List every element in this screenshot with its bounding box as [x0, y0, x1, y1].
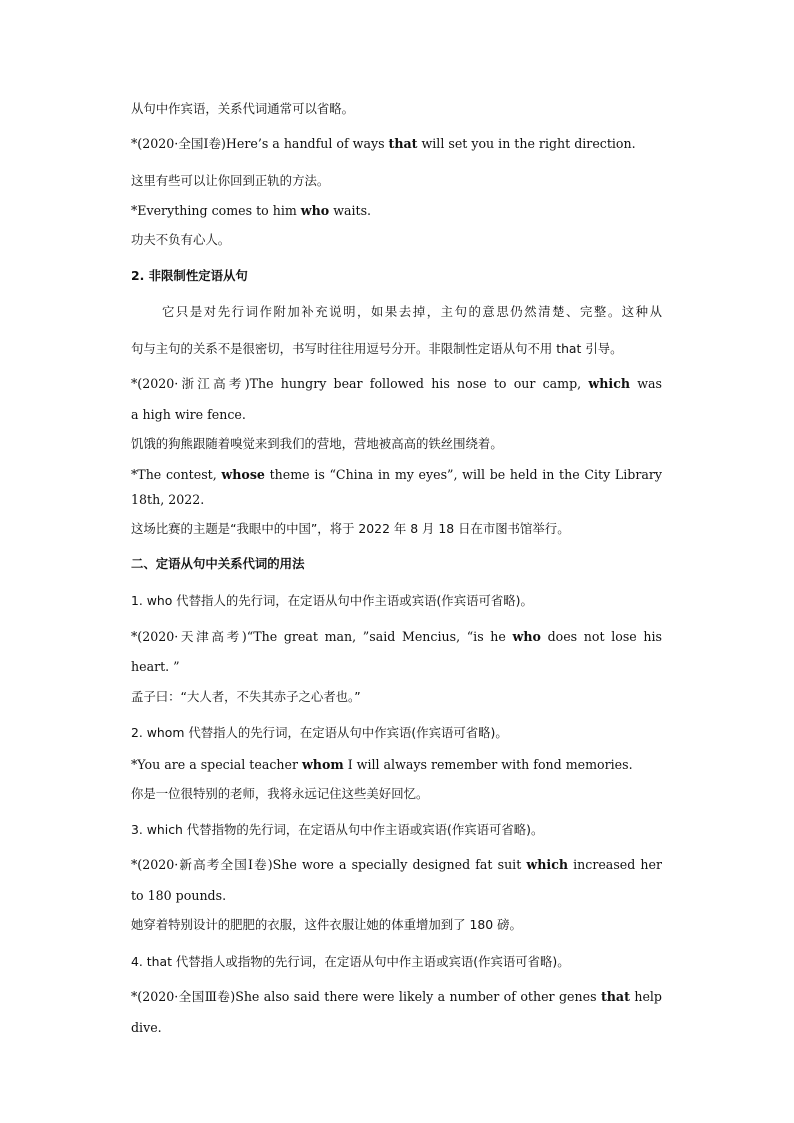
text-line: 从句中作宾语，关系代词通常可以省略。	[131, 101, 355, 116]
example-text: *(2020·全国Ⅰ卷)Here’s a handful of ways	[131, 136, 389, 151]
translation-line: 这场比赛的主题是“我眼中的中国”，将于 2022 年 8 月 18 日在市图书馆举行。	[131, 521, 570, 536]
example-text: *The contest,	[131, 467, 222, 482]
example-text: *(2020·浙江高考)The hungry bear followed his nose to our camp,	[131, 376, 589, 391]
example-continuation: a high wire fence.	[131, 407, 246, 422]
example-text: does not lose his	[547, 629, 662, 644]
paragraph-line: 它只是对先行词作附加补充说明，如果去掉，主句的意思仍然清楚、完整。这种从	[162, 304, 662, 319]
example-continuation: to 180 pounds.	[131, 888, 227, 903]
relative-pronoun: whom	[301, 757, 344, 772]
example-text: I will always remember with fond memories.	[343, 757, 633, 772]
example-sentence	[131, 136, 662, 152]
example-sentence	[131, 376, 662, 392]
example-sentence	[131, 857, 662, 873]
example-text: waits.	[329, 203, 372, 218]
example-sentence	[131, 757, 662, 773]
example-text: *(2020·天津高考)“The great man, ”said Mencius, “is he	[131, 629, 513, 644]
example-continuation: dive.	[131, 1020, 162, 1035]
relative-pronoun: which	[526, 857, 569, 872]
example-continuation: heart. ”	[131, 659, 180, 674]
translation-line: 她穿着特别设计的肥肥的衣服，这件衣服让她的体重增加到了 180 磅。	[131, 917, 522, 932]
translation-line: 孟子曰：“大人者，不失其赤子之心者也。”	[131, 689, 361, 704]
example-text: theme is “China in my eyes”, will be held in the City Library	[269, 467, 662, 482]
example-text: *(2020·全国Ⅲ卷)She also said there were likely a number of other genes	[131, 989, 601, 1004]
example-sentence	[131, 989, 662, 1005]
relative-pronoun: who	[300, 203, 330, 218]
translation-line: 这里有些可以让你回到正轨的方法。	[131, 173, 330, 188]
example-continuation: 18th, 2022.	[131, 492, 205, 507]
translation-line: 你是一位很特别的老师，我将永远记住这些美好回忆。	[131, 786, 429, 801]
example-sentence	[131, 203, 662, 219]
example-text: increased her	[573, 857, 662, 872]
example-sentence	[131, 467, 662, 483]
translation-line: 功夫不负有心人。	[131, 232, 231, 247]
paragraph-line: 句与主句的关系不是很密切，书写时往往用逗号分开。非限制性定语从句不用 that 引导。	[131, 341, 623, 356]
relative-pronoun: which	[588, 376, 631, 391]
relative-pronoun: that	[600, 989, 630, 1004]
translation-line: 饥饿的狗熊跟随着嗅觉来到我们的营地，营地被高高的铁丝围绕着。	[131, 436, 503, 451]
relative-pronoun: that	[388, 136, 418, 151]
section-heading: 2. 非限制性定语从句	[131, 268, 248, 283]
rule-line: 1. who 代替指人的先行词，在定语从句中作主语或宾语(作宾语可省略)。	[131, 593, 533, 608]
example-text: help	[634, 989, 662, 1004]
example-text: was	[637, 376, 662, 391]
example-text: will set you in the right direction.	[417, 136, 636, 151]
rule-line: 3. which 代替指物的先行词，在定语从句中作主语或宾语(作宾语可省略)。	[131, 822, 544, 837]
rule-line: 4. that 代替指人或指物的先行词，在定语从句中作主语或宾语(作宾语可省略)。	[131, 954, 570, 969]
example-text: *You are a special teacher	[131, 757, 302, 772]
relative-pronoun: who	[512, 629, 541, 644]
example-text: *(2020·新高考全国Ⅰ卷)She wore a specially designed fat suit	[131, 857, 527, 872]
example-text: *Everything comes to him	[131, 203, 301, 218]
relative-pronoun: whose	[221, 467, 265, 482]
rule-line: 2. whom 代替指人的先行词，在定语从句中作宾语(作宾语可省略)。	[131, 725, 508, 740]
section-heading: 二、定语从句中关系代词的用法	[131, 556, 305, 571]
example-sentence	[131, 629, 662, 645]
